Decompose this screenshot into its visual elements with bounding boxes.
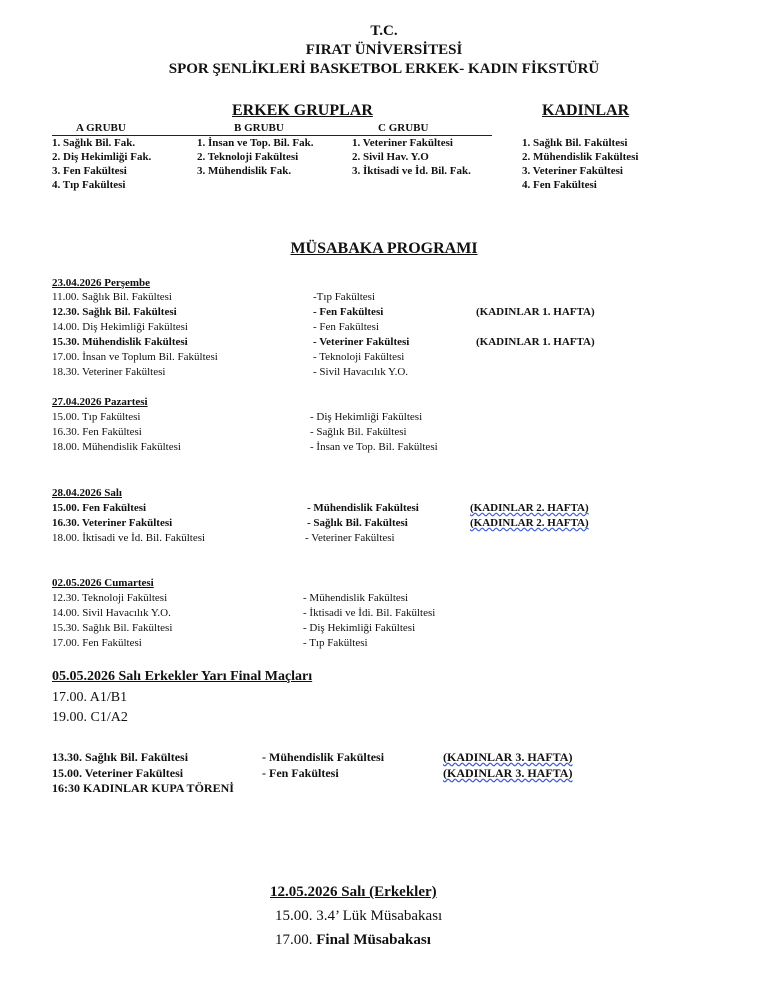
semifinal-heading: 05.05.2026 Salı Erkekler Yarı Final Maçları bbox=[52, 669, 313, 684]
day-1-date: 23.04.2026 Perşembe bbox=[52, 277, 151, 289]
group-b-team-3: 3. Mühendislik Fak. bbox=[197, 165, 292, 177]
match-time-team: 15.00. Fen Fakültesi bbox=[52, 502, 147, 514]
match-opponent: - Diş Hekimliği Fakültesi bbox=[310, 411, 423, 423]
match-row bbox=[0, 750, 768, 765]
match-row bbox=[0, 425, 768, 440]
match-opponent: - İktisadi ve İdi. Bil. Fakültesi bbox=[303, 607, 436, 619]
match-note: (KADINLAR 2. HAFTA) bbox=[470, 502, 589, 514]
match-opponent: - Mühendislik Fakültesi bbox=[303, 592, 409, 604]
day-4-date: 02.05.2026 Cumartesi bbox=[52, 577, 154, 589]
final-match-time: 17.00. bbox=[275, 932, 313, 948]
match-opponent: - Fen Fakültesi bbox=[262, 766, 339, 780]
group-a-label: A GRUBU bbox=[76, 122, 126, 134]
match-time-team: 13.30. Sağlık Bil. Fakültesi bbox=[52, 750, 189, 764]
match-time-team: 16.30. Veteriner Fakültesi bbox=[52, 517, 173, 529]
match-row bbox=[0, 350, 768, 365]
match-time-team: 15.00. Veteriner Fakültesi bbox=[52, 766, 184, 780]
match-opponent: - Tıp Fakültesi bbox=[303, 637, 368, 649]
third-place-match: 15.00. 3.4’ Lük Müsabakası bbox=[275, 908, 443, 924]
match-time-team: 15.30. Mühendislik Fakültesi bbox=[52, 336, 188, 348]
group-a-team-2: 2. Diş Hekimliği Fak. bbox=[52, 151, 152, 163]
day-2-date: 27.04.2026 Pazartesi bbox=[52, 396, 148, 408]
match-opponent: - Sağlık Bil. Fakültesi bbox=[310, 426, 407, 438]
match-note: (KADINLAR 1. HAFTA) bbox=[476, 306, 595, 318]
match-opponent: - Sivil Havacılık Y.O. bbox=[313, 366, 409, 378]
match-row bbox=[0, 591, 768, 606]
match-row bbox=[0, 290, 768, 305]
match-time-team: 15.00. Tıp Fakültesi bbox=[52, 411, 141, 423]
doc-header-tc: T.C. bbox=[370, 23, 398, 39]
match-opponent: - İnsan ve Top. Bil. Fakültesi bbox=[310, 441, 438, 453]
match-row bbox=[0, 531, 768, 546]
match-opponent: - Mühendislik Fakültesi bbox=[307, 502, 419, 514]
match-time-team: 18.30. Veteriner Fakültesi bbox=[52, 366, 166, 378]
final-match bbox=[275, 930, 431, 951]
match-row bbox=[0, 516, 768, 531]
match-opponent: - Fen Fakültesi bbox=[313, 306, 384, 318]
match-opponent: - Sağlık Bil. Fakültesi bbox=[307, 517, 408, 529]
match-row bbox=[0, 766, 768, 781]
match-note: (KADINLAR 3. HAFTA) bbox=[443, 750, 573, 764]
women-team-4: 4. Fen Fakültesi bbox=[522, 179, 597, 191]
match-opponent: - Veteriner Fakültesi bbox=[305, 532, 395, 544]
match-opponent: - Teknoloji Fakültesi bbox=[313, 351, 405, 363]
match-row bbox=[0, 621, 768, 636]
women-team-3: 3. Veteriner Fakültesi bbox=[522, 165, 623, 177]
semifinal-game-1: 17.00. A1/B1 bbox=[52, 690, 128, 705]
match-time-team: 15.30. Sağlık Bil. Fakültesi bbox=[52, 622, 173, 634]
match-time-team: 12.30. Teknoloji Fakültesi bbox=[52, 592, 168, 604]
cup-ceremony: 16:30 KADINLAR KUPA TÖRENİ bbox=[52, 781, 234, 795]
match-opponent: - Veteriner Fakültesi bbox=[313, 336, 410, 348]
match-time-team: 18.00. İktisadi ve İd. Bil. Fakültesi bbox=[52, 532, 206, 544]
match-row bbox=[0, 305, 768, 320]
match-row bbox=[0, 335, 768, 350]
group-c-team-3: 3. İktisadi ve İd. Bil. Fak. bbox=[352, 165, 471, 177]
match-opponent: - Mühendislik Fakültesi bbox=[262, 750, 385, 764]
semifinal-game-2: 19.00. C1/A2 bbox=[52, 710, 128, 725]
group-b-label: B GRUBU bbox=[234, 122, 284, 134]
group-b-team-1: 1. İnsan ve Top. Bil. Fak. bbox=[197, 137, 314, 149]
final-heading: 12.05.2026 Salı (Erkekler) bbox=[270, 884, 437, 900]
match-row bbox=[0, 440, 768, 455]
match-opponent: -Tıp Fakültesi bbox=[313, 291, 376, 303]
women-team-1: 1. Sağlık Bil. Fakültesi bbox=[522, 137, 628, 149]
women-team-2: 2. Mühendislik Fakültesi bbox=[522, 151, 639, 163]
match-time-team: 17.00. İnsan ve Toplum Bil. Fakültesi bbox=[52, 351, 218, 363]
match-time-team: 14.00. Sivil Havacılık Y.O. bbox=[52, 607, 171, 619]
match-opponent: - Diş Hekimliği Fakültesi bbox=[303, 622, 416, 634]
match-note: (KADINLAR 3. HAFTA) bbox=[443, 766, 573, 780]
group-c-label: C GRUBU bbox=[378, 122, 429, 134]
match-note: (KADINLAR 2. HAFTA) bbox=[470, 517, 589, 529]
match-time-team: 16.30. Fen Fakültesi bbox=[52, 426, 142, 438]
group-a-team-1: 1. Sağlık Bil. Fak. bbox=[52, 137, 136, 149]
doc-header-title: SPOR ŞENLİKLERİ BASKETBOL ERKEK- KADIN FİKSTÜRÜ bbox=[168, 61, 600, 77]
group-a-team-3: 3. Fen Fakültesi bbox=[52, 165, 127, 177]
match-time-team: 11.00. Sağlık Bil. Fakültesi bbox=[52, 291, 172, 303]
match-row bbox=[0, 320, 768, 335]
final-match-label: Final Müsabakası bbox=[316, 932, 431, 948]
program-title: MÜSABAKA PROGRAMI bbox=[290, 240, 478, 257]
match-time-team: 12.30. Sağlık Bil. Fakültesi bbox=[52, 306, 177, 318]
match-note: (KADINLAR 1. HAFTA) bbox=[476, 336, 595, 348]
match-row bbox=[0, 365, 768, 380]
match-row bbox=[0, 501, 768, 516]
group-c-team-1: 1. Veteriner Fakültesi bbox=[352, 137, 453, 149]
match-row bbox=[0, 410, 768, 425]
group-a-team-4: 4. Tıp Fakültesi bbox=[52, 179, 126, 191]
doc-header-university: FIRAT ÜNİVERSİTESİ bbox=[305, 42, 463, 58]
match-time-team: 18.00. Mühendislik Fakültesi bbox=[52, 441, 181, 453]
match-row bbox=[0, 636, 768, 651]
group-b-team-2: 2. Teknoloji Fakültesi bbox=[197, 151, 299, 163]
match-time-team: 14.00. Diş Hekimliği Fakültesi bbox=[52, 321, 188, 333]
match-opponent: - Fen Fakültesi bbox=[313, 321, 379, 333]
men-groups-heading: ERKEK GRUPLAR bbox=[232, 102, 373, 119]
group-c-team-2: 2. Sivil Hav. Y.O bbox=[352, 151, 429, 163]
day-3-date: 28.04.2026 Salı bbox=[52, 487, 122, 499]
match-row bbox=[0, 606, 768, 621]
match-time-team: 17.00. Fen Fakültesi bbox=[52, 637, 142, 649]
women-groups-heading: KADINLAR bbox=[542, 102, 630, 119]
